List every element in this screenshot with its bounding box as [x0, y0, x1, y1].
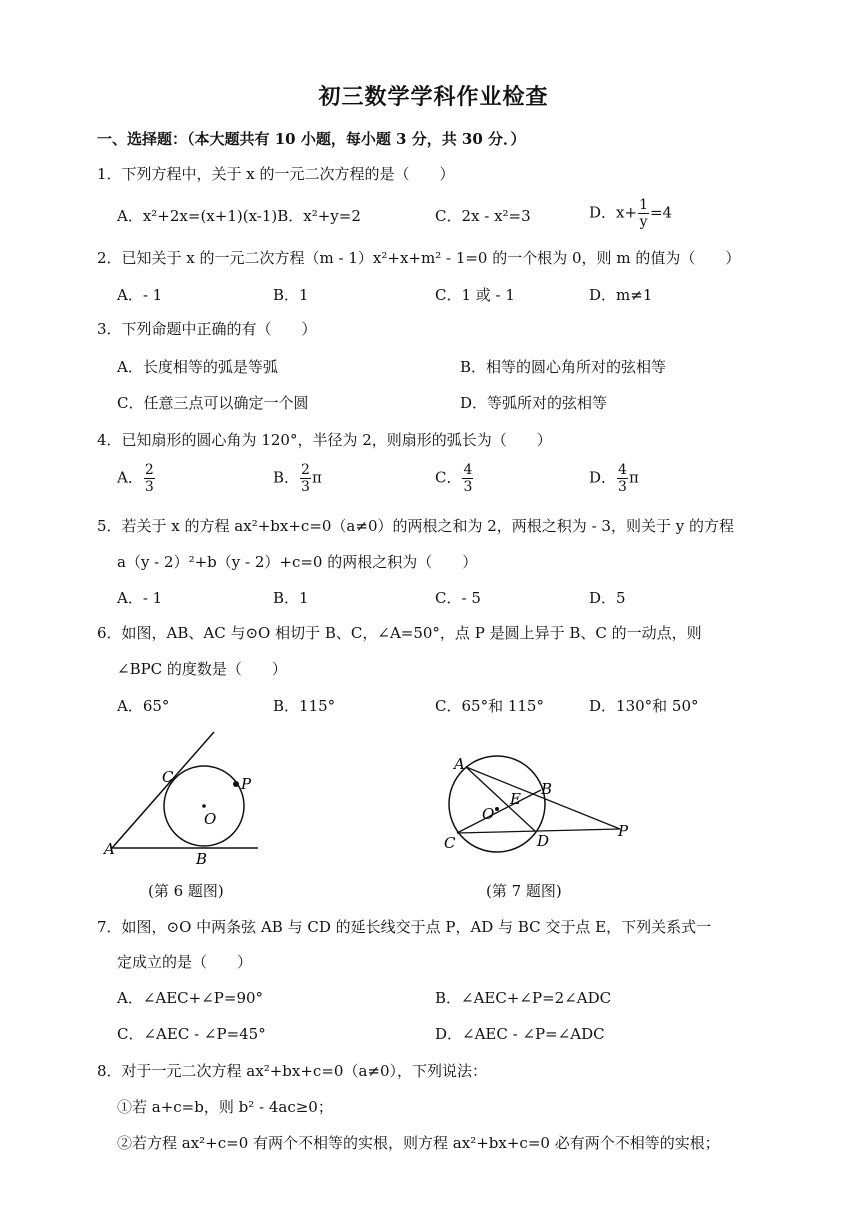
- question-6-option-c: C．65°和 115°: [435, 697, 544, 715]
- figure-6-caption: (第 6 题图): [148, 882, 224, 900]
- label-p: P: [618, 822, 629, 840]
- page-title: 初三数学学科作业检查: [318, 84, 549, 110]
- label-o: O: [482, 805, 495, 823]
- chord-cb: [457, 790, 541, 833]
- fraction-denominator: 3: [144, 479, 154, 495]
- figure-7-caption: (第 7 题图): [486, 882, 562, 900]
- fraction-denominator: 3: [463, 479, 473, 495]
- figure-7-diagram: [440, 752, 640, 858]
- question-3-option-b: B．相等的圆心角所对的弦相等: [460, 358, 667, 376]
- label-a: A: [454, 755, 465, 773]
- question-7-stem-line-1: 7．如图，⊙O 中两条弦 AB 与 CD 的延长线交于点 P，AD 与 BC 交于点 E，下列关系式一: [97, 918, 712, 936]
- section-heading: 一、选择题：（本大题共有 10 小题，每小题 3 分，共 30 分．）: [97, 130, 526, 148]
- label-b: B: [196, 850, 208, 868]
- option-label: B．: [273, 468, 300, 487]
- question-6-option-d: D．130°和 50°: [589, 697, 699, 715]
- question-6-option-a: A．65°: [117, 697, 170, 715]
- fraction-numerator: 4: [618, 462, 627, 478]
- question-2-option-d: D．m≠1: [589, 286, 653, 304]
- question-8-statement-2: ②若方程 ax²+c=0 有两个不相等的实根，则方程 ax²+bx+c=0 必有两个不相等的实根；: [117, 1134, 720, 1152]
- question-1-stem: 1．下列方程中，关于 x 的一元二次方程的是（ ）: [97, 165, 455, 183]
- question-2-option-b: B．1: [273, 286, 309, 304]
- question-5-option-a: A．- 1: [117, 589, 163, 607]
- question-5-option-c: C．- 5: [435, 589, 481, 607]
- question-8-statement-1: ①若 a+c=b，则 b² - 4ac≥0；: [117, 1098, 333, 1116]
- fraction-numerator: 2: [301, 462, 310, 478]
- question-2-option-c: C．1 或 - 1: [435, 286, 515, 304]
- label-p: P: [241, 775, 252, 793]
- chord-ad: [466, 767, 536, 832]
- label-c: C: [162, 768, 174, 786]
- question-5-option-b: B．1: [273, 589, 309, 607]
- question-4-option-a: [117, 463, 156, 494]
- question-4-stem: 4．已知扇形的圆心角为 120°，半径为 2，则扇形的弧长为（ ）: [97, 431, 552, 449]
- question-1-option-a-b: A．x²+2x=(x+1)(x-1)B．x²+y=2: [117, 207, 361, 225]
- question-4-option-b: [273, 463, 322, 494]
- label-o: O: [204, 810, 217, 828]
- question-7-option-b: B．∠AEC+∠P=2∠ADC: [435, 989, 612, 1007]
- question-7-stem-line-2: 定成立的是（ ）: [117, 953, 253, 971]
- question-2-option-a: A．- 1: [117, 286, 163, 304]
- question-3-option-c: C．任意三点可以确定一个圆: [117, 394, 309, 412]
- option-suffix: π: [628, 468, 639, 487]
- fraction-denominator: 3: [301, 479, 310, 495]
- label-c: C: [444, 834, 456, 852]
- label-d: D: [537, 832, 550, 850]
- question-2-stem: 2．已知关于 x 的一元二次方程（m - 1）x²+x+m² - 1=0 的一个根为 0，则 m 的值为（ ）: [97, 249, 741, 267]
- question-8-stem: 8．对于一元二次方程 ax²+bx+c=0（a≠0），下列说法：: [97, 1062, 487, 1080]
- question-3-stem: 3．下列命题中正确的有（ ）: [97, 320, 317, 338]
- fraction: [144, 463, 155, 494]
- question-7-option-a: A．∠AEC+∠P=90°: [117, 989, 264, 1007]
- fraction-denominator: y: [639, 214, 648, 230]
- point-p: [233, 781, 239, 787]
- question-4-option-d: [589, 463, 639, 494]
- option-label: D．: [589, 468, 617, 487]
- question-5-stem-line-1: 5．若关于 x 的方程 ax²+bx+c=0（a≠0）的两根之和为 2，两根之积为 - 3，则关于 y 的方程: [97, 517, 734, 535]
- label-e: E: [510, 790, 521, 808]
- label-a: A: [104, 840, 115, 858]
- question-3-option-a: A．长度相等的弧是等弧: [117, 358, 278, 376]
- fraction: [638, 198, 649, 229]
- center-point-o: [495, 807, 499, 811]
- fraction-numerator: 4: [463, 462, 473, 478]
- option-label: C．: [435, 468, 462, 487]
- question-5-option-d: D．5: [589, 589, 626, 607]
- question-5-stem-line-2: a（y - 2）²+b（y - 2）+c=0 的两根之积为（ ）: [117, 553, 478, 571]
- question-6-stem-line-2: ∠BPC 的度数是（ ）: [117, 660, 287, 678]
- center-point-o: [202, 804, 206, 808]
- question-6-stem-line-1: 6．如图，AB、AC 与⊙O 相切于 B、C，∠A=50°，点 P 是圆上异于 B、C 的一动点，则: [97, 624, 702, 642]
- question-6-option-b: B．115°: [273, 697, 336, 715]
- fraction-numerator: 1: [639, 197, 648, 213]
- option-d-prefix: D．x+: [589, 203, 638, 222]
- option-suffix: π: [311, 468, 322, 487]
- question-7-option-c: C．∠AEC - ∠P=45°: [117, 1025, 266, 1043]
- fraction-numerator: 2: [144, 462, 154, 478]
- figure-6-diagram: [100, 728, 270, 868]
- fraction: [462, 463, 473, 494]
- question-4-option-c: [435, 463, 474, 494]
- question-1-option-c: C．2x - x²=3: [435, 207, 531, 225]
- question-3-option-d: D．等弧所对的弦相等: [460, 394, 608, 412]
- question-7-option-d: D．∠AEC - ∠P=∠ADC: [435, 1025, 605, 1043]
- fraction-denominator: 3: [618, 479, 627, 495]
- option-d-suffix: =4: [649, 203, 673, 222]
- option-label: A．: [117, 468, 143, 487]
- label-b: B: [541, 780, 553, 798]
- tangent-line-ac: [112, 732, 217, 848]
- question-1-option-d: [589, 198, 672, 229]
- fraction: [617, 463, 628, 494]
- fraction: [300, 463, 311, 494]
